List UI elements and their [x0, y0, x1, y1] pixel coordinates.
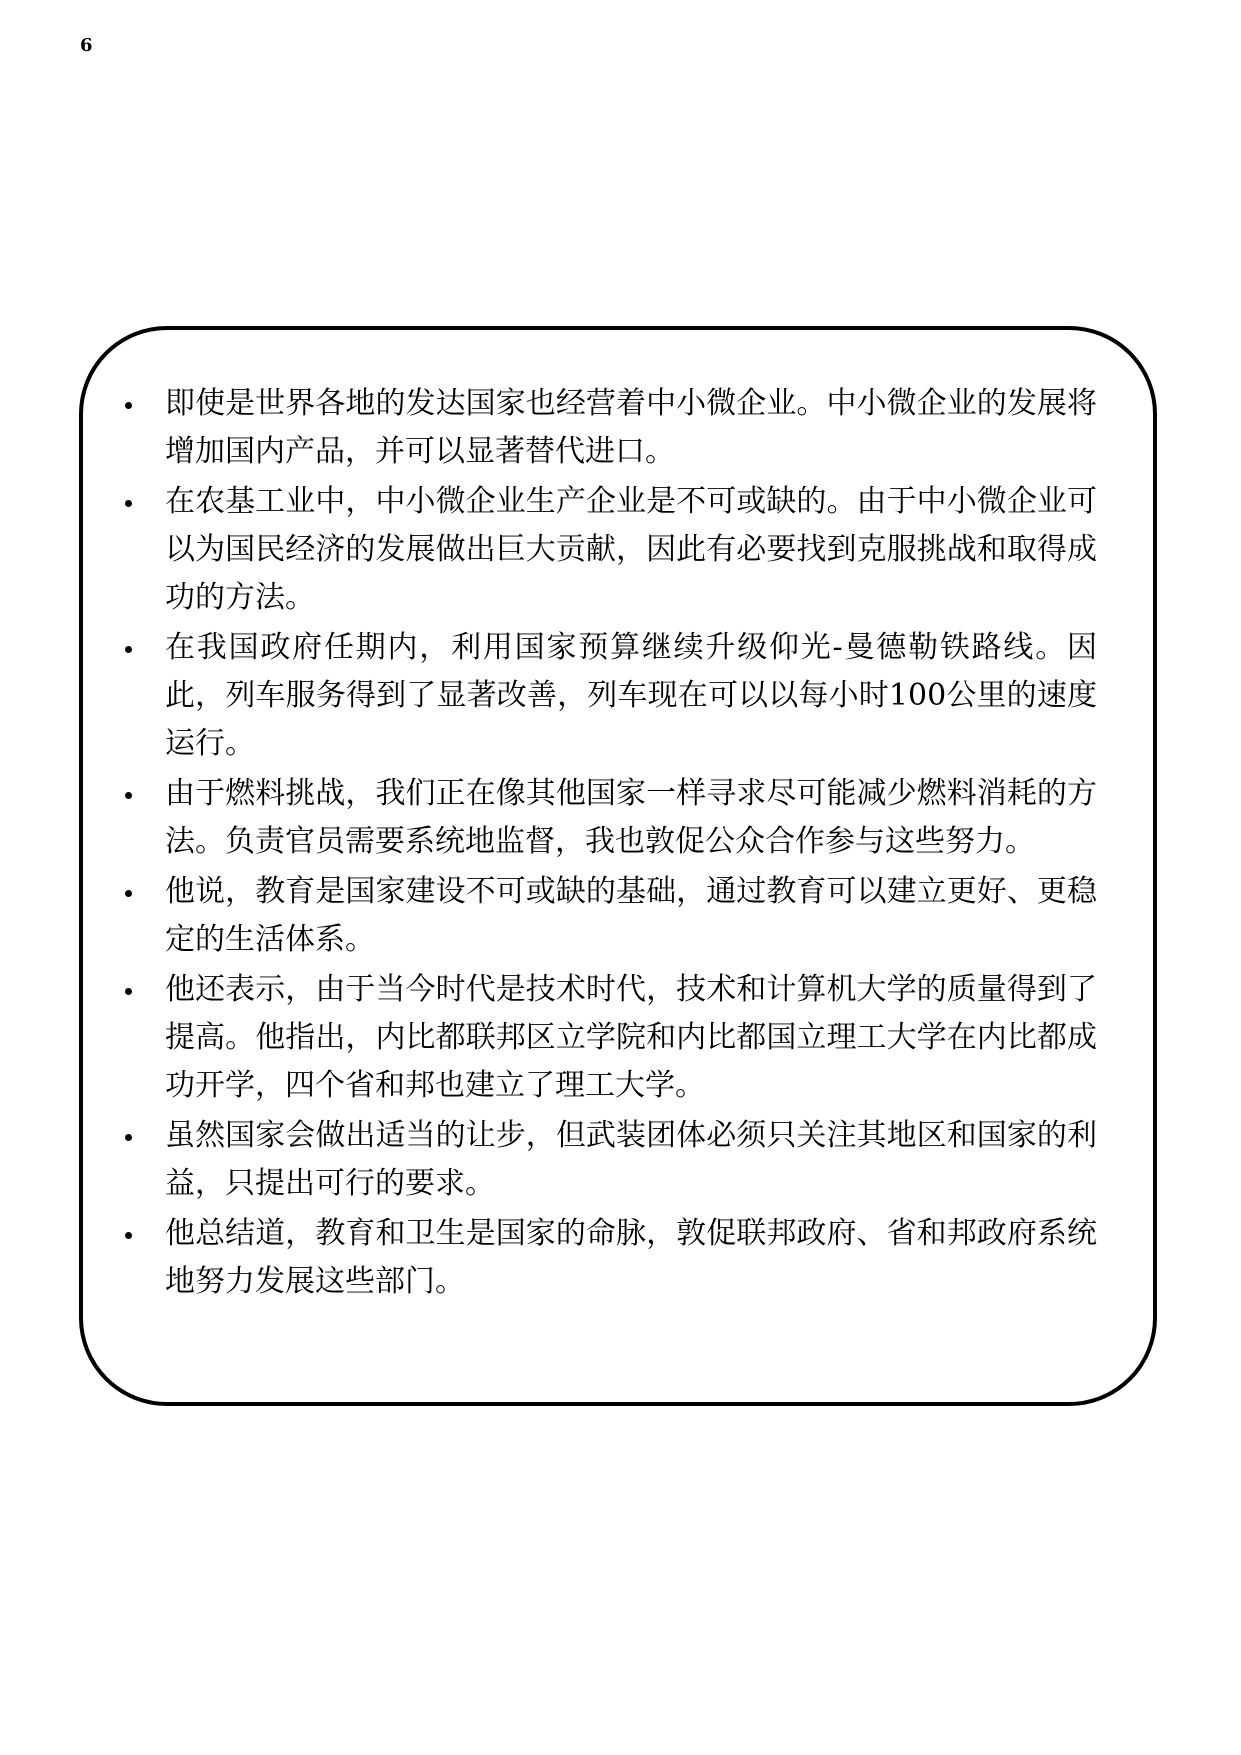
list-item [121, 868, 1097, 964]
bullet-list [121, 380, 1097, 1306]
list-item [121, 1210, 1097, 1306]
list-item-text: 他总结道，教育和卫生是国家的命脉，敦促联邦政府、省和邦政府系统地努力发展这些部门。 [165, 1216, 1097, 1299]
bullet-icon [125, 792, 132, 799]
list-item [121, 1112, 1097, 1208]
list-item-text: 在农基工业中，中小微企业生产企业是不可或缺的。由于中小微企业可以为国民经济的发展做出巨大贡献，因此有必要找到克服挑战和取得成功的方法。 [165, 484, 1097, 615]
summary-box [79, 326, 1157, 1406]
bullet-icon [125, 1232, 132, 1239]
list-item [121, 624, 1097, 768]
bullet-icon [125, 646, 132, 653]
list-item-text: 他说，教育是国家建设不可或缺的基础，通过教育可以建立更好、更稳定的生活体系。 [165, 874, 1097, 957]
bullet-icon [125, 890, 132, 897]
bullet-icon [125, 402, 132, 409]
list-item-text: 在我国政府任期内，利用国家预算继续升级仰光-曼德勒铁路线。因此，列车服务得到了显著改善，列车现在可以以每小时100公里的速度运行。 [165, 630, 1097, 761]
bullet-icon [125, 988, 132, 995]
list-item [121, 966, 1097, 1110]
list-item [121, 770, 1097, 866]
bullet-icon [125, 1134, 132, 1141]
list-item-text: 由于燃料挑战，我们正在像其他国家一样寻求尽可能减少燃料消耗的方法。负责官员需要系统地监督，我也敦促公众合作参与这些努力。 [165, 776, 1097, 859]
list-item-text: 虽然国家会做出适当的让步，但武装团体必须只关注其地区和国家的利益，只提出可行的要求。 [165, 1118, 1097, 1201]
bullet-icon [125, 500, 132, 507]
list-item-text: 他还表示，由于当今时代是技术时代，技术和计算机大学的质量得到了提高。他指出，内比都联邦区立学院和内比都国立理工大学在内比都成功开学，四个省和邦也建立了理工大学。 [165, 972, 1097, 1103]
page-number: 6 [80, 35, 93, 56]
list-item [121, 478, 1097, 622]
list-item [121, 380, 1097, 476]
list-item-text: 即使是世界各地的发达国家也经营着中小微企业。中小微企业的发展将增加国内产品，并可以显著替代进口。 [165, 386, 1097, 469]
